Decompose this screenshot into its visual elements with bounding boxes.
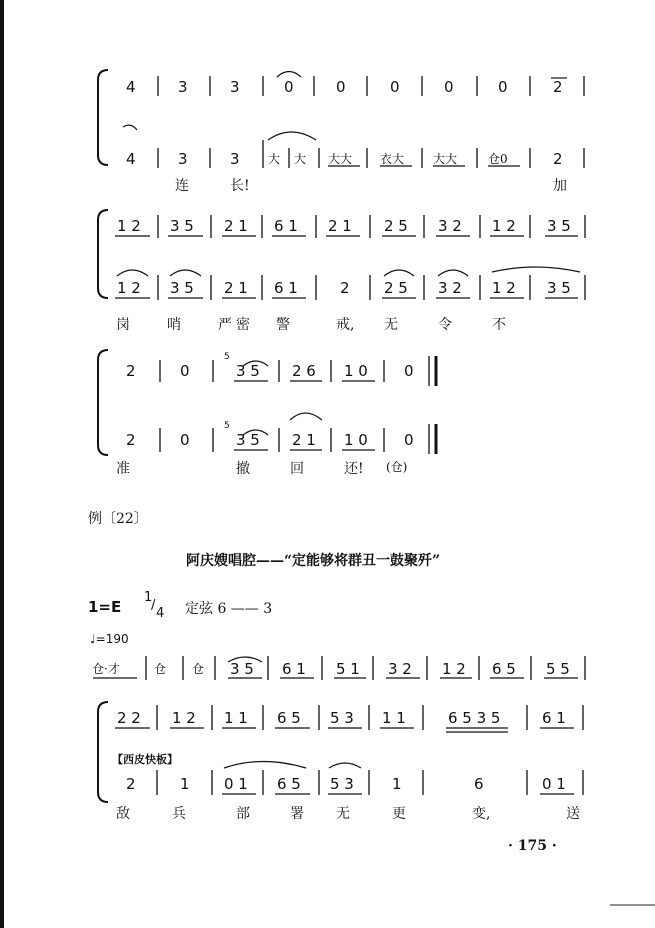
percussion-syllable: 仓·才 — [92, 662, 120, 676]
percussion-syllable: 衣大 — [380, 152, 405, 166]
note: 0 — [404, 431, 414, 449]
lyric: 严 — [218, 317, 232, 333]
note: 1 1 — [224, 709, 248, 727]
lyric: 回 — [290, 461, 304, 477]
note: 2 — [340, 279, 350, 297]
lyric: 加 — [553, 178, 567, 194]
note: 0 — [180, 362, 190, 380]
note: 3 2 — [388, 660, 412, 678]
note: 2 — [126, 431, 136, 449]
lyric: 敌 — [116, 806, 130, 822]
note: 1 2 — [172, 709, 196, 727]
note: 1 2 — [117, 279, 141, 297]
lyric: 送 — [566, 806, 580, 822]
lyric: 岗 — [116, 317, 130, 333]
note: 1 — [180, 775, 190, 793]
note: 2 6 — [292, 362, 316, 380]
lyric: 还! — [344, 461, 364, 477]
lyric: 署 — [290, 806, 304, 822]
barlines-intro — [146, 656, 585, 680]
note: 0 — [404, 362, 414, 380]
note: 6 5 — [492, 660, 516, 678]
lyric: 长! — [230, 178, 250, 194]
time-slash: / — [151, 598, 156, 613]
note: 4 — [126, 150, 136, 168]
note: 3 — [230, 150, 240, 168]
lyric: 戒, — [336, 317, 355, 333]
key-signature: 1=E — [88, 598, 122, 616]
note: 2 2 — [117, 709, 141, 727]
piece-title: 阿庆嫂唱腔——“定能够将群丑一鼓聚歼” — [186, 553, 441, 569]
grace-note: 5 — [224, 421, 230, 431]
note: 3 2 — [438, 217, 462, 235]
note: 3 5 — [236, 362, 260, 380]
note: 0 — [498, 78, 508, 96]
note: 0 — [180, 431, 190, 449]
barlines-system2 — [158, 215, 585, 300]
grace-note: 5 — [224, 352, 230, 362]
note: 0 — [284, 78, 294, 96]
system-brace — [98, 350, 108, 455]
lyric: 撤 — [236, 461, 250, 477]
percussion-syllable: 大大 — [328, 152, 353, 166]
note: 2 5 — [384, 279, 408, 297]
note: 3 2 — [438, 279, 462, 297]
note: 1 0 — [344, 362, 368, 380]
system-brace — [98, 70, 108, 165]
time-denominator: 4 — [156, 606, 165, 621]
system-brace — [98, 210, 108, 298]
percussion-syllable: 大 — [294, 152, 307, 166]
section-tag: 【西皮快板】 — [112, 753, 178, 766]
note: 6 1 — [542, 709, 566, 727]
note: 6 1 — [282, 660, 306, 678]
tuning: 定弦 6 —— 3 — [185, 601, 273, 617]
note: 3 — [178, 150, 188, 168]
percussion-syllable: 大 — [268, 152, 281, 166]
note: 2 — [126, 775, 136, 793]
note: 3 5 — [170, 217, 194, 235]
example-label: 例〔22〕 — [88, 511, 148, 527]
lyric: 密 — [236, 317, 250, 333]
lyric: (仓) — [386, 460, 408, 474]
percussion-syllable: 仓0 — [488, 152, 508, 166]
note: 3 — [230, 78, 240, 96]
note: 5 5 — [546, 660, 570, 678]
note: 6 5 — [277, 709, 301, 727]
system-brace — [98, 702, 108, 802]
note: 6 1 — [274, 217, 298, 235]
lyric: 部 — [236, 806, 250, 822]
note: 3 5 — [236, 431, 260, 449]
page-number: · 175 · — [508, 838, 557, 854]
lyric: 兵 — [172, 806, 186, 822]
lyric: 连 — [175, 178, 189, 194]
lyric: 不 — [492, 317, 506, 333]
note: 0 — [390, 78, 400, 96]
note: 5 3 — [330, 709, 354, 727]
note: 1 0 — [344, 431, 368, 449]
lyric: 准 — [116, 461, 130, 477]
time-numerator: 1 — [144, 590, 153, 605]
percussion-syllable: 仓 — [192, 662, 205, 676]
note: 3 5 — [547, 217, 571, 235]
note: 1 2 — [442, 660, 466, 678]
note: 0 1 — [542, 775, 566, 793]
note: 2 1 — [224, 279, 248, 297]
lyric: 哨 — [167, 317, 181, 333]
note: 0 1 — [224, 775, 248, 793]
note: 6 5 3 5 — [448, 709, 501, 727]
note: 1 2 — [117, 217, 141, 235]
note: 3 5 — [230, 660, 254, 678]
note: 2 — [553, 78, 563, 96]
lyric: 令 — [438, 317, 452, 333]
note: 2 — [126, 362, 136, 380]
note: 1 2 — [492, 217, 516, 235]
lyric: 无 — [336, 806, 350, 822]
percussion-syllable: 仓 — [154, 662, 167, 676]
note: 3 — [178, 78, 188, 96]
note: 6 1 — [274, 279, 298, 297]
note: 0 — [444, 78, 454, 96]
note: 1 — [392, 775, 402, 793]
barlines-system4 — [157, 705, 583, 795]
note: 3 5 — [170, 279, 194, 297]
percussion-syllable: 大大 — [433, 152, 458, 166]
note: 5 3 — [330, 775, 354, 793]
note: 2 5 — [384, 217, 408, 235]
note: 1 2 — [492, 279, 516, 297]
lyric: 警 — [276, 317, 290, 333]
note: 4 — [126, 78, 136, 96]
note: 5 1 — [336, 660, 360, 678]
note: 2 1 — [328, 217, 352, 235]
lyric: 无 — [384, 317, 398, 333]
barlines-system1 — [158, 76, 584, 168]
note: 6 5 — [277, 775, 301, 793]
note: 2 1 — [224, 217, 248, 235]
note: 3 5 — [547, 279, 571, 297]
note: 2 1 — [292, 431, 316, 449]
tempo-marking: ♩=190 — [90, 632, 129, 646]
note: 6 — [474, 775, 484, 793]
lyric: 更 — [392, 806, 406, 822]
note: 1 1 — [382, 709, 406, 727]
note: 2 — [553, 150, 563, 168]
note: 0 — [336, 78, 346, 96]
lyric: 变, — [472, 806, 491, 822]
